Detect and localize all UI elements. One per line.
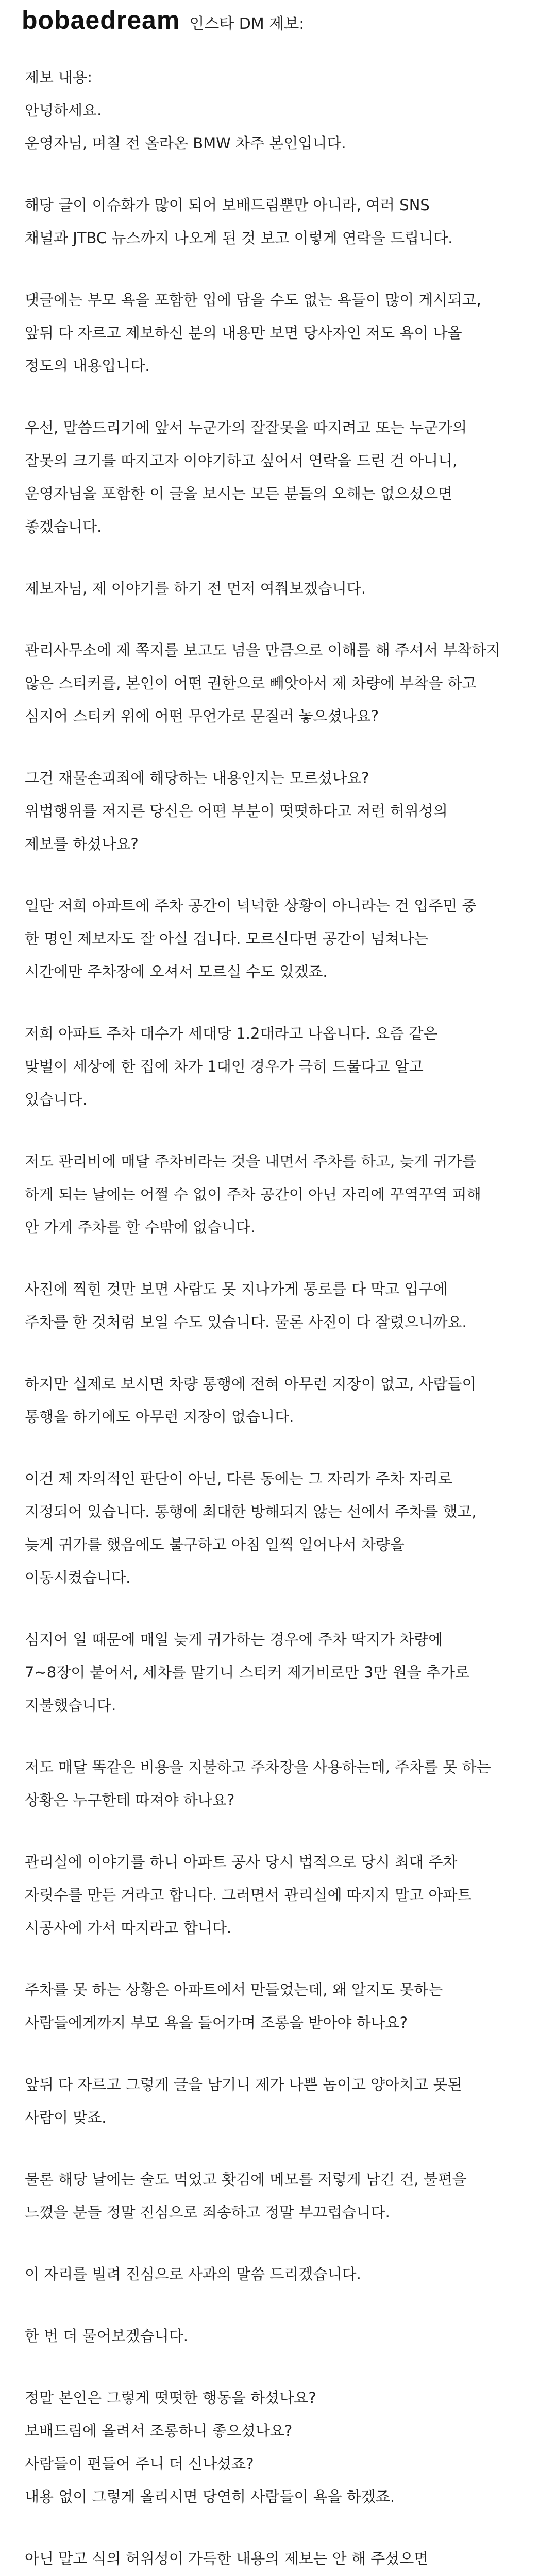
paragraph-line: 채널과 JTBC 뉴스까지 나오게 된 것 보고 이렇게 연락을 드립니다.: [25, 229, 453, 247]
paragraph-line: 제보 내용:: [25, 69, 93, 86]
post-paragraph: [25, 2319, 530, 2352]
paragraph-line: 아닌 말고 식의 허위성이 가득한 내용의 제보는 안 해 주셨으면: [25, 2550, 429, 2567]
paragraph-line: 앞뒤 다 자르고 그렇게 글을 남기니 제가 나쁜 놈이고 양아치고 못된: [25, 2076, 462, 2093]
paragraph-line: 우선, 말씀드리기에 앞서 누군가의 잘잘못을 따지려고 또는 누군가의: [25, 419, 467, 436]
post-paragraph: [25, 634, 530, 733]
post-paragraph: [25, 2163, 530, 2229]
paragraph-line: 물론 해당 날에는 술도 먹었고 홧김에 메모를 저렇게 남긴 건, 불편을: [25, 2171, 467, 2188]
post-paragraph: [25, 1462, 530, 1594]
paragraph-line: 정말 본인은 그렇게 떳떳한 행동을 하셨나요?: [25, 2389, 316, 2406]
paragraph-line: 댓글에는 부모 욕을 포함한 입에 담을 수도 없는 욕들이 많이 게시되고,: [25, 291, 481, 309]
paragraph-line: 정도의 내용입니다.: [25, 357, 150, 375]
paragraph-line: 관리실에 이야기를 하니 아파트 공사 당시 법적으로 당시 최대 주차: [25, 1853, 458, 1871]
paragraph-line: 위법행위를 저지른 당신은 어떤 부분이 떳떳하다고 저런 허위성의: [25, 802, 448, 820]
post-paragraph: [25, 2542, 530, 2576]
paragraph-line: 시간에만 주차장에 오셔서 모르실 수도 있겠죠.: [25, 963, 328, 980]
post-paragraph: [25, 761, 530, 860]
paragraph-line: 하게 되는 날에는 어쩔 수 없이 주차 공간이 아닌 자리에 꾸역꾸역 피해: [25, 1185, 481, 1203]
post-paragraph: [25, 61, 530, 160]
post-paragraph: [25, 1145, 530, 1244]
paragraph-line: 통행을 하기에도 아무런 지장이 없습니다.: [25, 1408, 294, 1426]
paragraph-line: 저희 아파트 주차 대수가 세대당 1.2대라고 나옵니다. 요즘 같은: [25, 1025, 438, 1042]
paragraph-line: 심지어 스티커 위에 어떤 무언가로 문질러 놓으셨나요?: [25, 707, 379, 725]
paragraph-line: 상황은 누구한테 따져야 하나요?: [25, 1791, 235, 1809]
post-paragraph: [25, 189, 530, 255]
paragraph-line: 하지만 실제로 보시면 차량 통행에 전혀 아무런 지장이 없고, 사람들이: [25, 1375, 477, 1393]
paragraph-line: 않은 스티커를, 본인이 어떤 권한으로 빼앗아서 제 차량에 부착을 하고: [25, 674, 477, 692]
paragraph-line: 7~8장이 붙어서, 세차를 맡기니 스티커 제거비로만 3만 원을 추가로: [25, 1664, 469, 1681]
paragraph-line: 사람들이 편들어 주니 더 신나셨죠?: [25, 2455, 254, 2472]
post-paragraph: [25, 1017, 530, 1116]
paragraph-line: 이 자리를 빌려 진심으로 사과의 말씀 드리겠습니다.: [25, 2265, 361, 2283]
paragraph-line: 사람들에게까지 부모 욕을 들어가며 조롱을 받아야 하나요?: [25, 2014, 408, 2031]
paragraph-line: 저도 관리비에 매달 주차비라는 것을 내면서 주차를 하고, 늦게 귀가를: [25, 1153, 477, 1170]
paragraph-line: 지불했습니다.: [25, 1697, 116, 1714]
paragraph-line: 사진에 찍힌 것만 보면 사람도 못 지나가게 통로를 다 막고 입구에: [25, 1280, 448, 1298]
post-body: [25, 61, 530, 2576]
paragraph-line: 보배드림에 올려서 조롱하니 좋으셨나요?: [25, 2422, 293, 2439]
paragraph-line: 안녕하세요.: [25, 101, 102, 119]
paragraph-line: 관리사무소에 제 쪽지를 보고도 넘을 만큼으로 이해를 해 주셔서 부착하지: [25, 641, 501, 659]
paragraph-line: 이건 제 자의적인 판단이 아닌, 다른 동에는 그 자리가 주차 자리로: [25, 1470, 452, 1487]
paragraph-line: 한 번 더 물어보겠습니다.: [25, 2327, 189, 2345]
header-subtitle: 인스타 DM 제보:: [189, 15, 305, 33]
post-paragraph: [25, 1751, 530, 1817]
post-paragraph: [25, 2381, 530, 2513]
paragraph-line: 늦게 귀가를 했음에도 불구하고 아침 일찍 일어나서 차량을: [25, 1536, 405, 1553]
brand-logo-text: bobaedream: [22, 6, 180, 35]
paragraph-line: 저도 매달 똑같은 비용을 지불하고 주차장을 사용하는데, 주차를 못 하는: [25, 1758, 491, 1776]
post-paragraph: [25, 1973, 530, 2039]
post-header: [22, 5, 304, 35]
paragraph-line: 사람이 맞죠.: [25, 2109, 107, 2126]
paragraph-line: 주차를 한 것처럼 보일 수도 있습니다. 물론 사진이 다 잘렸으니까요.: [25, 1313, 467, 1331]
paragraph-line: 주차를 못 하는 상황은 아파트에서 만들었는데, 왜 알지도 못하는: [25, 1981, 443, 1998]
paragraph-line: 운영자님, 며칠 전 올라온 BMW 차주 본인입니다.: [25, 134, 346, 152]
paragraph-line: 해당 글이 이슈화가 많이 되어 보배드림뿐만 아니라, 여러 SNS: [25, 196, 430, 214]
post-paragraph: [25, 411, 530, 543]
post-paragraph: [25, 1273, 530, 1338]
post-paragraph: [25, 572, 530, 605]
paragraph-line: 제보를 하셨나요?: [25, 835, 139, 853]
post-paragraph: [25, 1367, 530, 1433]
paragraph-line: 심지어 일 때문에 매일 늦게 귀가하는 경우에 주차 딱지가 차량에: [25, 1631, 443, 1648]
paragraph-line: 내용 없이 그렇게 올리시면 당연히 사람들이 욕을 하겠죠.: [25, 2488, 395, 2505]
paragraph-line: 있습니다.: [25, 1091, 88, 1108]
paragraph-line: 자릿수를 만든 거라고 합니다. 그러면서 관리실에 따지지 말고 아파트: [25, 1886, 472, 1904]
paragraph-line: 앞뒤 다 자르고 제보하신 분의 내용만 보면 당사자인 저도 욕이 나올: [25, 324, 462, 342]
paragraph-line: 한 명인 제보자도 잘 아실 겁니다. 모르신다면 공간이 넘쳐나는: [25, 930, 429, 947]
paragraph-line: 운영자님을 포함한 이 글을 보시는 모든 분들의 오해는 없으셨으면: [25, 485, 453, 502]
post-paragraph: [25, 1845, 530, 1944]
paragraph-line: 잘못의 크기를 따지고자 이야기하고 싶어서 연락을 드린 건 아니니,: [25, 452, 458, 469]
post-paragraph: [25, 2068, 530, 2134]
paragraph-line: 그건 재물손괴죄에 해당하는 내용인지는 모르셨나요?: [25, 769, 369, 787]
paragraph-line: 제보자님, 제 이야기를 하기 전 먼저 여쭤보겠습니다.: [25, 580, 366, 597]
post-paragraph: [25, 889, 530, 988]
paragraph-line: 일단 저희 아파트에 주차 공간이 넉넉한 상황이 아니라는 건 입주민 중: [25, 897, 477, 914]
paragraph-line: 시공사에 가서 따지라고 합니다.: [25, 1919, 232, 1937]
paragraph-line: 이동시켰습니다.: [25, 1569, 131, 1586]
paragraph-line: 안 가게 주차를 할 수밖에 없습니다.: [25, 1218, 256, 1236]
post-paragraph: [25, 283, 530, 382]
paragraph-line: 맞벌이 세상에 한 집에 차가 1대인 경우가 극히 드물다고 알고: [25, 1058, 424, 1075]
post-paragraph: [25, 2258, 530, 2291]
post-paragraph: [25, 1623, 530, 1722]
paragraph-line: 느꼈을 분들 정말 진심으로 죄송하고 정말 부끄럽습니다.: [25, 2204, 390, 2221]
paragraph-line: 좋겠습니다.: [25, 518, 102, 535]
paragraph-line: 지정되어 있습니다. 통행에 최대한 방해되지 않는 선에서 주차를 했고,: [25, 1503, 477, 1520]
